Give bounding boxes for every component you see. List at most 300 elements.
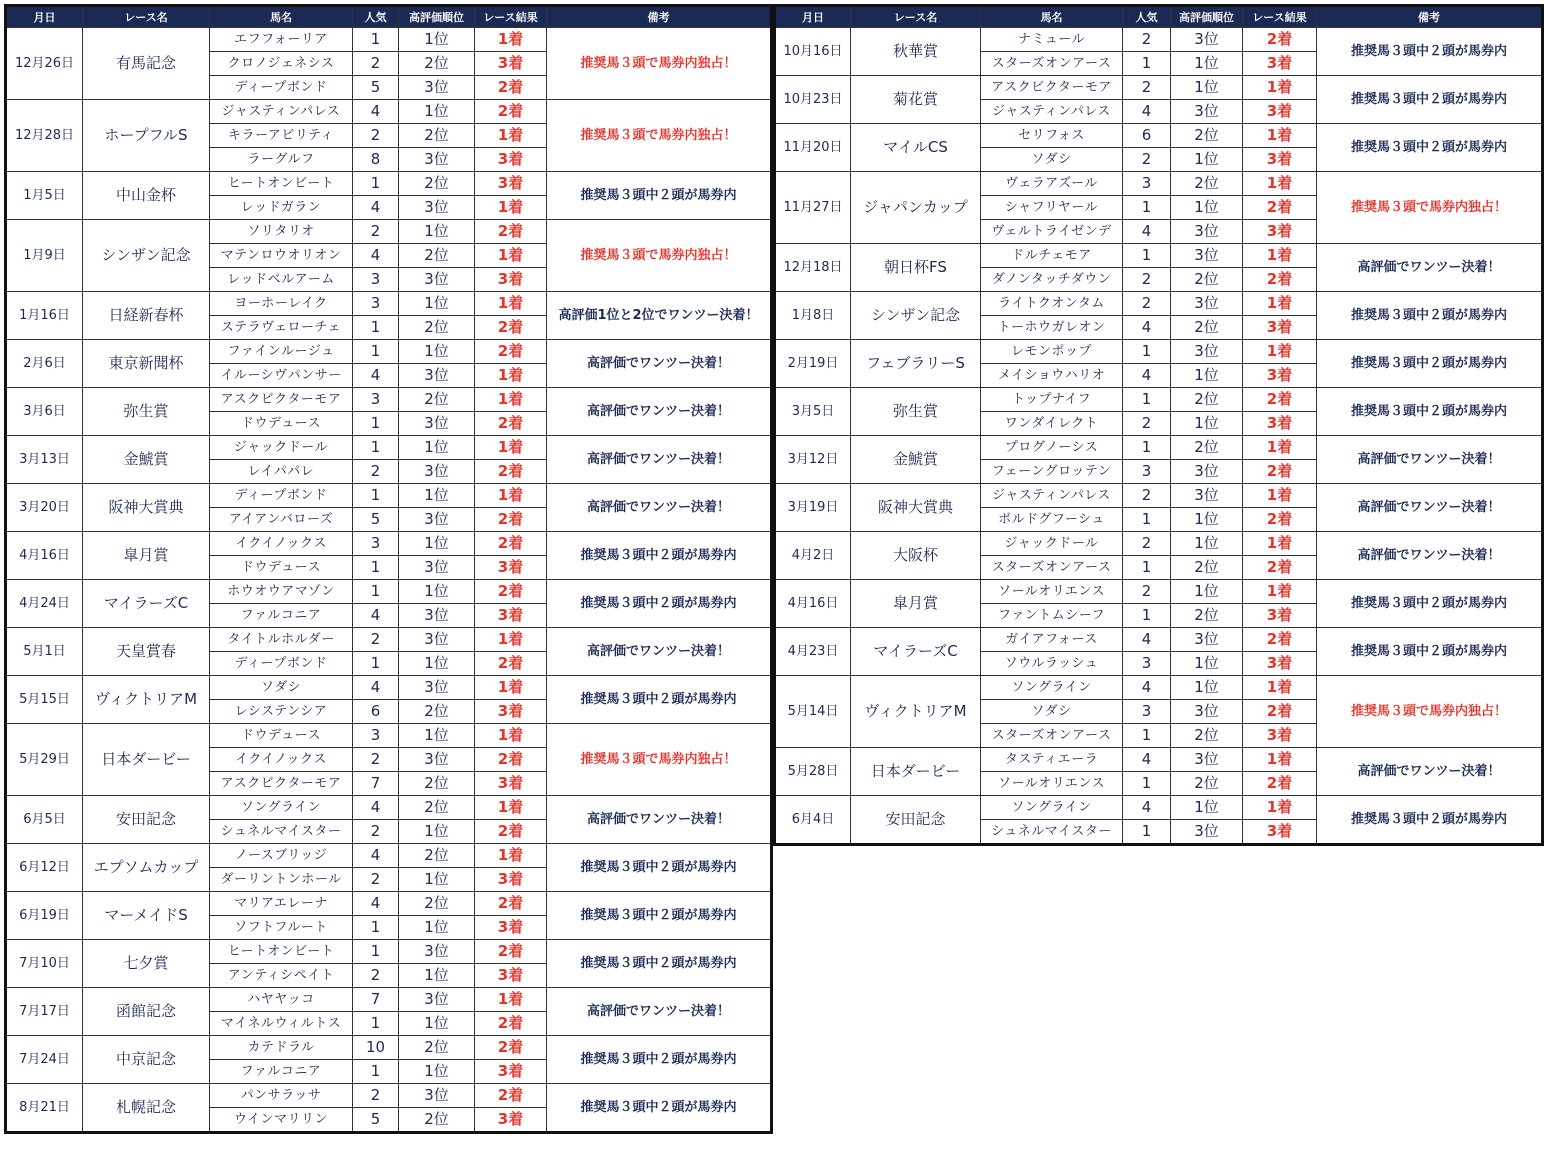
horse-name: シュネルマイスター xyxy=(981,820,1123,845)
table-row xyxy=(6,1036,772,1060)
race-result: 1着 xyxy=(1243,124,1317,148)
popularity: 1 xyxy=(1123,820,1171,845)
table-row xyxy=(775,124,1543,148)
race-date: 11月27日 xyxy=(775,172,851,244)
table-row xyxy=(6,724,772,748)
race-date: 8月21日 xyxy=(6,1084,83,1133)
evaluation-rank: 1位 xyxy=(399,292,475,316)
evaluation-rank: 1位 xyxy=(1171,76,1243,100)
table-row xyxy=(6,100,772,124)
results-table-left xyxy=(4,4,773,1134)
race-result: 1着 xyxy=(475,196,547,220)
table-row xyxy=(775,172,1543,196)
evaluation-rank: 1位 xyxy=(399,484,475,508)
race-note: 推奨馬３頭中２頭が馬券内 xyxy=(547,1084,772,1133)
race-name: 中京記念 xyxy=(83,1036,210,1084)
evaluation-rank: 3位 xyxy=(399,940,475,964)
evaluation-rank: 2位 xyxy=(1171,436,1243,460)
horse-name: メイショウハリオ xyxy=(981,364,1123,388)
race-note: 推奨馬３頭中２頭が馬券内 xyxy=(1317,292,1543,340)
table-row xyxy=(6,628,772,652)
horse-name: ファントムシーフ xyxy=(981,604,1123,628)
evaluation-rank: 2位 xyxy=(1171,124,1243,148)
popularity: 2 xyxy=(1123,292,1171,316)
race-date: 6月4日 xyxy=(775,796,851,845)
evaluation-rank: 3位 xyxy=(399,604,475,628)
race-note: 推奨馬３頭で馬券内独占！ xyxy=(1317,172,1543,244)
popularity: 2 xyxy=(353,220,399,244)
race-date: 6月19日 xyxy=(6,892,83,940)
race-name: 大阪杯 xyxy=(851,532,981,580)
race-name: ホープフルS xyxy=(83,100,210,172)
race-result: 2着 xyxy=(475,316,547,340)
popularity: 6 xyxy=(1123,124,1171,148)
table-row xyxy=(6,28,772,52)
evaluation-rank: 2位 xyxy=(1171,604,1243,628)
race-name: ヴィクトリアM xyxy=(851,676,981,748)
race-name: 日本ダービー xyxy=(83,724,210,796)
race-result: 3着 xyxy=(475,868,547,892)
popularity: 2 xyxy=(1123,268,1171,292)
popularity: 8 xyxy=(353,148,399,172)
race-result: 2着 xyxy=(475,940,547,964)
evaluation-rank: 3位 xyxy=(399,988,475,1012)
results-table-right xyxy=(773,4,1544,846)
evaluation-rank: 2位 xyxy=(1171,388,1243,412)
race-result: 2着 xyxy=(1243,268,1317,292)
race-date: 3月20日 xyxy=(6,484,83,532)
horse-name: ボルドグフーシュ xyxy=(981,508,1123,532)
race-date: 7月17日 xyxy=(6,988,83,1036)
race-result: 2着 xyxy=(475,412,547,436)
popularity: 2 xyxy=(353,820,399,844)
evaluation-rank: 3位 xyxy=(399,628,475,652)
race-result: 1着 xyxy=(475,124,547,148)
race-date: 1月5日 xyxy=(6,172,83,220)
popularity: 2 xyxy=(353,1084,399,1108)
horse-name: イルーシヴパンサー xyxy=(210,364,353,388)
popularity: 4 xyxy=(353,796,399,820)
header-date: 月日 xyxy=(6,6,83,28)
popularity: 1 xyxy=(1123,244,1171,268)
table-row xyxy=(775,436,1543,460)
race-result: 1着 xyxy=(1243,676,1317,700)
horse-name: ファルコニア xyxy=(210,1060,353,1084)
evaluation-rank: 2位 xyxy=(399,892,475,916)
race-result: 3着 xyxy=(475,52,547,76)
horse-name: ソングライン xyxy=(981,676,1123,700)
race-result: 2着 xyxy=(475,100,547,124)
popularity: 1 xyxy=(353,484,399,508)
race-result: 2着 xyxy=(1243,388,1317,412)
race-name: 弥生賞 xyxy=(851,388,981,436)
race-name: マーメイドS xyxy=(83,892,210,940)
evaluation-rank: 3位 xyxy=(1171,484,1243,508)
evaluation-rank: 1位 xyxy=(399,916,475,940)
evaluation-rank: 1位 xyxy=(1171,364,1243,388)
horse-name: エフフォーリア xyxy=(210,28,353,52)
popularity: 4 xyxy=(353,100,399,124)
race-result: 3着 xyxy=(475,172,547,196)
horse-name: ホウオウアマゾン xyxy=(210,580,353,604)
race-result: 2着 xyxy=(475,1036,547,1060)
horse-name: タイトルホルダー xyxy=(210,628,353,652)
evaluation-rank: 1位 xyxy=(1171,196,1243,220)
race-result: 2着 xyxy=(1243,772,1317,796)
race-name: 安田記念 xyxy=(83,796,210,844)
race-date: 2月6日 xyxy=(6,340,83,388)
header-result: レース結果 xyxy=(475,6,547,28)
table-row xyxy=(775,580,1543,604)
header-date: 月日 xyxy=(775,6,851,28)
horse-name: クロノジェネシス xyxy=(210,52,353,76)
horse-name: スターズオンアース xyxy=(981,52,1123,76)
horse-name: パンサラッサ xyxy=(210,1084,353,1108)
race-date: 5月15日 xyxy=(6,676,83,724)
race-note: 高評価でワンツー決着！ xyxy=(1317,748,1543,796)
race-result: 2着 xyxy=(475,1012,547,1036)
race-note: 高評価でワンツー決着！ xyxy=(547,484,772,532)
race-date: 1月9日 xyxy=(6,220,83,292)
evaluation-rank: 3位 xyxy=(399,556,475,580)
evaluation-rank: 2位 xyxy=(399,700,475,724)
race-name: 安田記念 xyxy=(851,796,981,845)
evaluation-rank: 1位 xyxy=(399,964,475,988)
race-result: 1着 xyxy=(1243,796,1317,820)
race-result: 2着 xyxy=(1243,700,1317,724)
popularity: 1 xyxy=(353,340,399,364)
popularity: 1 xyxy=(1123,772,1171,796)
popularity: 1 xyxy=(1123,436,1171,460)
horse-name: スターズオンアース xyxy=(981,556,1123,580)
popularity: 5 xyxy=(353,1108,399,1133)
evaluation-rank: 3位 xyxy=(399,76,475,100)
race-note: 推奨馬３頭中２頭が馬券内 xyxy=(1317,796,1543,845)
race-result: 3着 xyxy=(1243,652,1317,676)
race-name: 東京新聞杯 xyxy=(83,340,210,388)
race-note: 高評価1位と2位でワンツー決着！ xyxy=(547,292,772,340)
table-row xyxy=(6,1084,772,1108)
race-result: 3着 xyxy=(1243,220,1317,244)
race-name: 天皇賞春 xyxy=(83,628,210,676)
race-name: 中山金杯 xyxy=(83,172,210,220)
race-note: 推奨馬３頭で馬券内独占！ xyxy=(547,220,772,292)
horse-name: ドウデュース xyxy=(210,412,353,436)
race-name: ヴィクトリアM xyxy=(83,676,210,724)
race-result: 1着 xyxy=(1243,340,1317,364)
horse-name: ソングライン xyxy=(981,796,1123,820)
evaluation-rank: 3位 xyxy=(399,412,475,436)
header-popularity: 人気 xyxy=(1123,6,1171,28)
horse-name: レモンポップ xyxy=(981,340,1123,364)
horse-name: マテンロウオリオン xyxy=(210,244,353,268)
table-row xyxy=(6,292,772,316)
table-row xyxy=(6,892,772,916)
race-result: 1着 xyxy=(475,484,547,508)
popularity: 2 xyxy=(353,460,399,484)
race-name: エプソムカップ xyxy=(83,844,210,892)
popularity: 4 xyxy=(353,364,399,388)
evaluation-rank: 3位 xyxy=(399,1084,475,1108)
popularity: 1 xyxy=(353,652,399,676)
popularity: 4 xyxy=(1123,100,1171,124)
popularity: 1 xyxy=(353,172,399,196)
race-result: 1着 xyxy=(1243,484,1317,508)
race-result: 1着 xyxy=(1243,76,1317,100)
popularity: 4 xyxy=(353,604,399,628)
horse-name: レイパパレ xyxy=(210,460,353,484)
race-note: 高評価でワンツー決着！ xyxy=(547,796,772,844)
table-row xyxy=(775,388,1543,412)
table-row xyxy=(6,940,772,964)
evaluation-rank: 2位 xyxy=(1171,316,1243,340)
header-popularity: 人気 xyxy=(353,6,399,28)
race-result: 2着 xyxy=(1243,28,1317,52)
evaluation-rank: 3位 xyxy=(1171,628,1243,652)
race-result: 2着 xyxy=(475,1084,547,1108)
evaluation-rank: 1位 xyxy=(1171,652,1243,676)
race-date: 5月14日 xyxy=(775,676,851,748)
race-result: 3着 xyxy=(1243,148,1317,172)
evaluation-rank: 1位 xyxy=(1171,508,1243,532)
horse-name: アスクビクターモア xyxy=(210,772,353,796)
race-result: 2着 xyxy=(475,508,547,532)
race-date: 7月10日 xyxy=(6,940,83,988)
evaluation-rank: 3位 xyxy=(1171,460,1243,484)
popularity: 3 xyxy=(1123,700,1171,724)
evaluation-rank: 2位 xyxy=(1171,268,1243,292)
popularity: 4 xyxy=(353,676,399,700)
popularity: 2 xyxy=(353,868,399,892)
race-name: 菊花賞 xyxy=(851,76,981,124)
table-row xyxy=(6,988,772,1012)
horse-name: ヒートオンビート xyxy=(210,940,353,964)
popularity: 1 xyxy=(1123,52,1171,76)
horse-name: シャフリヤール xyxy=(981,196,1123,220)
race-result: 2着 xyxy=(1243,628,1317,652)
race-note: 推奨馬３頭中２頭が馬券内 xyxy=(1317,388,1543,436)
race-name: マイラーズC xyxy=(83,580,210,628)
evaluation-rank: 2位 xyxy=(399,1108,475,1133)
evaluation-rank: 1位 xyxy=(399,868,475,892)
evaluation-rank: 2位 xyxy=(399,52,475,76)
horse-name: ダノンタッチダウン xyxy=(981,268,1123,292)
evaluation-rank: 2位 xyxy=(1171,172,1243,196)
evaluation-rank: 2位 xyxy=(399,172,475,196)
race-date: 6月5日 xyxy=(6,796,83,844)
race-note: 高評価でワンツー決着！ xyxy=(1317,436,1543,484)
horse-name: アスクビクターモア xyxy=(981,76,1123,100)
race-result: 1着 xyxy=(475,796,547,820)
header-note: 備考 xyxy=(547,6,772,28)
popularity: 3 xyxy=(1123,652,1171,676)
header-rank: 高評価順位 xyxy=(1171,6,1243,28)
table-row xyxy=(6,340,772,364)
horse-name: ダーリントンホール xyxy=(210,868,353,892)
evaluation-rank: 1位 xyxy=(399,532,475,556)
race-result: 1着 xyxy=(1243,436,1317,460)
popularity: 2 xyxy=(1123,28,1171,52)
evaluation-rank: 2位 xyxy=(399,388,475,412)
popularity: 10 xyxy=(353,1036,399,1060)
popularity: 2 xyxy=(353,964,399,988)
popularity: 4 xyxy=(1123,676,1171,700)
popularity: 3 xyxy=(353,268,399,292)
race-result: 1着 xyxy=(1243,244,1317,268)
evaluation-rank: 1位 xyxy=(1171,796,1243,820)
horse-name: ディープボンド xyxy=(210,652,353,676)
popularity: 2 xyxy=(353,748,399,772)
race-result: 1着 xyxy=(1243,580,1317,604)
evaluation-rank: 1位 xyxy=(1171,412,1243,436)
race-date: 3月6日 xyxy=(6,388,83,436)
popularity: 4 xyxy=(1123,748,1171,772)
header-horse: 馬名 xyxy=(981,6,1123,28)
popularity: 1 xyxy=(1123,604,1171,628)
race-note: 高評価でワンツー決着！ xyxy=(1317,532,1543,580)
evaluation-rank: 1位 xyxy=(399,652,475,676)
popularity: 3 xyxy=(353,388,399,412)
evaluation-rank: 1位 xyxy=(1171,532,1243,556)
horse-name: ファインルージュ xyxy=(210,340,353,364)
race-result: 3着 xyxy=(1243,604,1317,628)
race-result: 3着 xyxy=(1243,820,1317,845)
race-result: 2着 xyxy=(475,820,547,844)
evaluation-rank: 3位 xyxy=(1171,748,1243,772)
horse-name: ソングライン xyxy=(210,796,353,820)
evaluation-rank: 1位 xyxy=(399,1060,475,1084)
race-date: 12月18日 xyxy=(775,244,851,292)
race-note: 推奨馬３頭中２頭が馬券内 xyxy=(547,940,772,988)
race-result: 3着 xyxy=(475,964,547,988)
popularity: 4 xyxy=(1123,628,1171,652)
popularity: 1 xyxy=(1123,556,1171,580)
race-name: マイラーズC xyxy=(851,628,981,676)
race-result: 1着 xyxy=(1243,748,1317,772)
header-note: 備考 xyxy=(1317,6,1543,28)
race-result: 1着 xyxy=(1243,172,1317,196)
race-result: 3着 xyxy=(475,1060,547,1084)
table-row xyxy=(775,76,1543,100)
popularity: 1 xyxy=(1123,724,1171,748)
race-result: 2着 xyxy=(1243,508,1317,532)
evaluation-rank: 1位 xyxy=(1171,580,1243,604)
horse-name: キラーアビリティ xyxy=(210,124,353,148)
table-row xyxy=(775,340,1543,364)
race-result: 2着 xyxy=(475,76,547,100)
race-date: 5月28日 xyxy=(775,748,851,796)
race-result: 1着 xyxy=(475,388,547,412)
race-result: 1着 xyxy=(475,676,547,700)
race-note: 推奨馬３頭中２頭が馬券内 xyxy=(547,844,772,892)
horse-name: アスクビクターモア xyxy=(210,388,353,412)
evaluation-rank: 3位 xyxy=(399,148,475,172)
race-result: 1着 xyxy=(475,436,547,460)
popularity: 4 xyxy=(1123,220,1171,244)
race-date: 1月16日 xyxy=(6,292,83,340)
race-result: 1着 xyxy=(1243,292,1317,316)
race-note: 推奨馬３頭中２頭が馬券内 xyxy=(547,676,772,724)
race-name: フェブラリーS xyxy=(851,340,981,388)
race-note: 推奨馬３頭中２頭が馬券内 xyxy=(1317,76,1543,124)
race-date: 4月24日 xyxy=(6,580,83,628)
popularity: 4 xyxy=(1123,796,1171,820)
evaluation-rank: 1位 xyxy=(399,580,475,604)
race-name: 函館記念 xyxy=(83,988,210,1036)
table-row xyxy=(775,28,1543,52)
evaluation-rank: 1位 xyxy=(399,28,475,52)
race-result: 2着 xyxy=(475,340,547,364)
header-horse: 馬名 xyxy=(210,6,353,28)
popularity: 2 xyxy=(1123,412,1171,436)
popularity: 5 xyxy=(353,508,399,532)
table-row xyxy=(6,172,772,196)
horse-name: ライトクオンタム xyxy=(981,292,1123,316)
popularity: 1 xyxy=(353,556,399,580)
race-date: 11月20日 xyxy=(775,124,851,172)
table-row xyxy=(6,484,772,508)
horse-name: ヴェラアズール xyxy=(981,172,1123,196)
race-note: 推奨馬３頭中２頭が馬券内 xyxy=(1317,340,1543,388)
horse-name: ヨーホーレイク xyxy=(210,292,353,316)
race-date: 4月16日 xyxy=(6,532,83,580)
horse-name: レシステンシア xyxy=(210,700,353,724)
horse-name: ワンダイレクト xyxy=(981,412,1123,436)
evaluation-rank: 3位 xyxy=(1171,292,1243,316)
popularity: 2 xyxy=(353,628,399,652)
table-row xyxy=(6,388,772,412)
horse-name: トップナイフ xyxy=(981,388,1123,412)
header-rank: 高評価順位 xyxy=(399,6,475,28)
race-result: 2着 xyxy=(475,220,547,244)
race-name: 皐月賞 xyxy=(851,580,981,628)
race-result: 2着 xyxy=(475,652,547,676)
popularity: 2 xyxy=(353,124,399,148)
horse-name: ジャスティンパレス xyxy=(981,484,1123,508)
race-date: 7月24日 xyxy=(6,1036,83,1084)
table-row xyxy=(6,436,772,460)
evaluation-rank: 3位 xyxy=(399,364,475,388)
race-note: 推奨馬３頭で馬券内独占！ xyxy=(1317,676,1543,748)
evaluation-rank: 3位 xyxy=(399,508,475,532)
evaluation-rank: 1位 xyxy=(399,340,475,364)
horse-name: ハヤヤッコ xyxy=(210,988,353,1012)
header-race: レース名 xyxy=(851,6,981,28)
race-result: 3着 xyxy=(475,700,547,724)
popularity: 4 xyxy=(353,892,399,916)
header-row xyxy=(775,6,1543,28)
table-row xyxy=(6,676,772,700)
horse-name: ジャスティンパレス xyxy=(981,100,1123,124)
race-result: 3着 xyxy=(1243,364,1317,388)
evaluation-rank: 2位 xyxy=(399,772,475,796)
evaluation-rank: 1位 xyxy=(399,100,475,124)
race-result: 2着 xyxy=(475,892,547,916)
table-row xyxy=(6,796,772,820)
horse-name: シュネルマイスター xyxy=(210,820,353,844)
evaluation-rank: 1位 xyxy=(1171,676,1243,700)
race-note: 推奨馬３頭中２頭が馬券内 xyxy=(1317,628,1543,676)
horse-name: ジャックドール xyxy=(981,532,1123,556)
popularity: 3 xyxy=(353,724,399,748)
race-name: 日経新春杯 xyxy=(83,292,210,340)
evaluation-rank: 1位 xyxy=(399,1012,475,1036)
race-date: 12月28日 xyxy=(6,100,83,172)
table-row xyxy=(775,484,1543,508)
race-note: 推奨馬３頭中２頭が馬券内 xyxy=(547,172,772,220)
race-date: 3月5日 xyxy=(775,388,851,436)
horse-name: ドウデュース xyxy=(210,724,353,748)
